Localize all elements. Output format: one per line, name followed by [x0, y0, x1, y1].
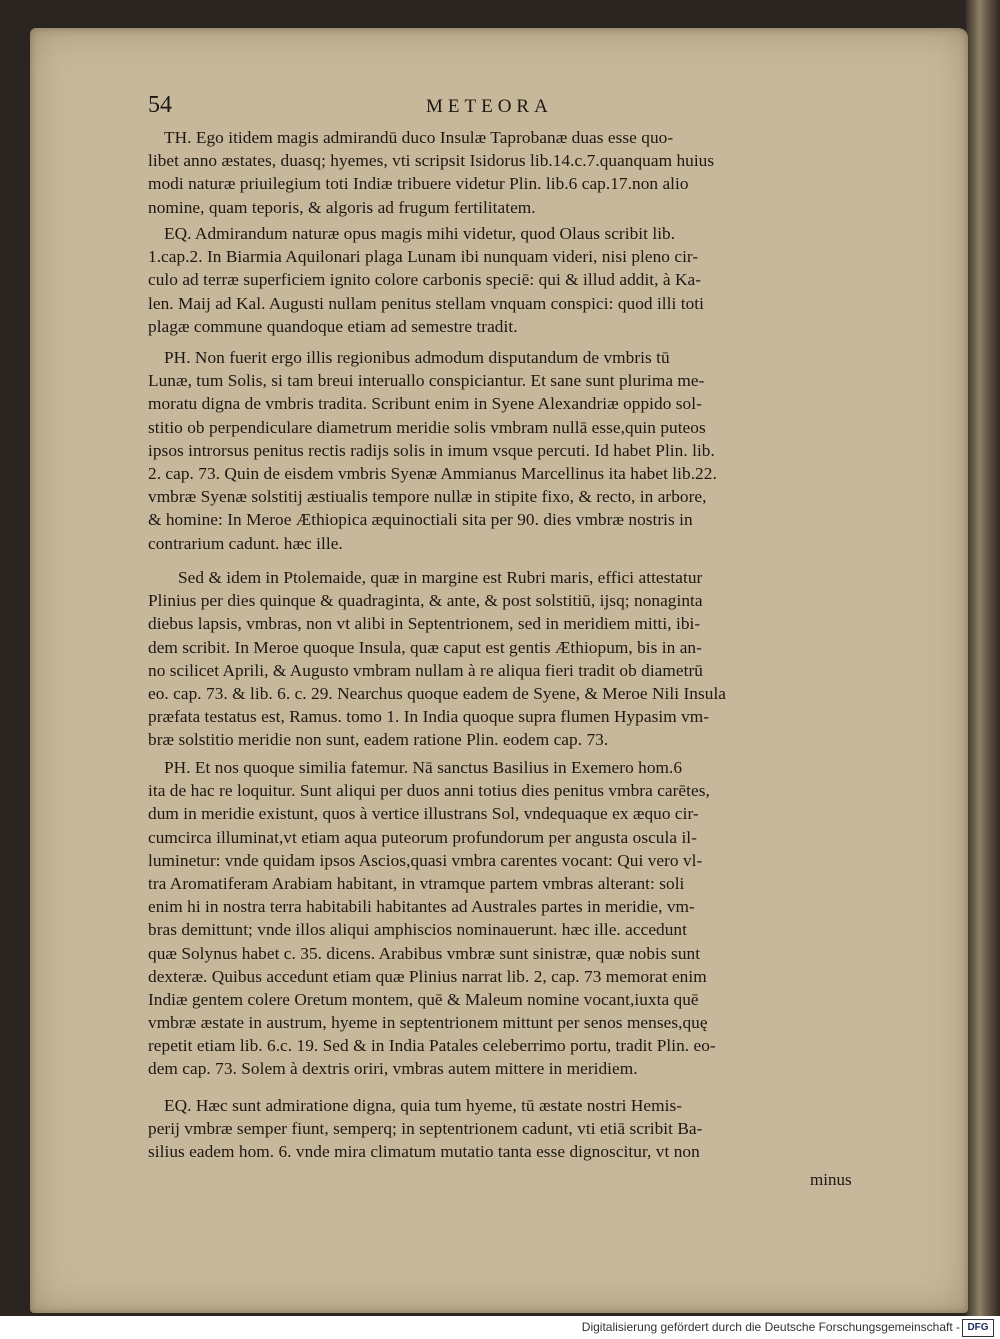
text-line: EQ. Hæc sunt admiratione digna, quia tum hyeme, tū æstate nostri Hemis-	[164, 1096, 683, 1115]
page-header	[148, 92, 888, 122]
paragraph	[148, 568, 878, 754]
text-line: vmbræ Syenæ solstitij æstiualis tempore nullæ in stipite fixo, & recto, in arbore,	[148, 487, 707, 507]
text-line: tra Aromatiferam Arabiam habitant, in vtramque partem vmbras alterant: soli	[148, 873, 685, 893]
paragraph	[148, 128, 878, 221]
text-line: Lunæ, tum Solis, si tam breui interuallo conspiciantur. Et sane sunt plurima me-	[148, 371, 705, 391]
paragraph	[148, 758, 878, 1083]
text-line: Indiæ gentem colere Oretum montem, quē & Maleum nomine vocant,iuxta quē	[148, 989, 699, 1009]
running-head: METEORA	[426, 96, 553, 117]
footer-credit: Digitalisierung gefördert durch die Deutsche Forschungsgemeinschaft -	[581, 1320, 960, 1334]
text-line: libet anno æstates, duasq; hyemes, vti scripsit Isidorus lib.14.c.7.quanquam huius	[148, 151, 715, 171]
text-line: TH. Ego itidem magis admirandū duco Insulæ Taprobanæ duas esse quo-	[164, 128, 674, 147]
text-line: EQ. Admirandum naturæ opus magis mihi videtur, quod Olaus scribit lib.	[164, 224, 676, 243]
catchword: minus	[810, 1170, 852, 1189]
text-line: dum in meridie existunt, quos à vertice illustrans Sol, vndequaque ex æquo cir-	[148, 804, 699, 824]
text-line: Plinius per dies quinque & quadraginta, & ante, & post solstitiū, ijsq; nonaginta	[148, 591, 703, 611]
page-number: 54	[148, 92, 172, 118]
text-line: ita de hac re loquitur. Sunt aliqui per duos anni totius dies penitus vmbra carētes,	[148, 781, 710, 801]
text-line: repetit etiam lib. 6.c. 19. Sed & in India Patales celeberrimo portu, tradit Plin. eo-	[148, 1036, 716, 1056]
text-line: PH. Et nos quoque similia fatemur. Nā sanctus Basilius in Exemero hom.6	[164, 758, 683, 777]
paragraph	[148, 224, 878, 340]
text-line: præfata testatus est, Ramus. tomo 1. In India quoque supra flumen Hypasim vm-	[148, 707, 710, 727]
text-line: enim hi in nostra terra habitabili habitantes ad Australes partes in meridie, vm-	[148, 897, 695, 917]
text-line: quæ Solynus habet c. 35. dicens. Arabibus vmbræ sunt sinistræ, quæ nobis sunt	[148, 943, 701, 963]
text-line: diebus lapsis, vmbras, non vt alibi in Septentrionem, sed in meridiem mitti, ibi-	[148, 614, 701, 634]
text-line: stitio ob perpendiculare diametrum meridie solis vmbram nullā esse,quin puteos	[148, 417, 706, 437]
text-line: dem scribit. In Meroe quoque Insula, quæ caput est gentis Æthiopum, bis in an-	[148, 637, 702, 657]
text-line: Sed & idem in Ptolemaide, quæ in margine est Rubri maris, effici attestatur	[178, 568, 703, 587]
paragraph	[148, 1096, 878, 1166]
text-line: bræ solstitio meridie non sunt, eadem ratione Plin. eodem cap. 73.	[148, 730, 609, 750]
text-line: modi naturæ priuilegium toti Indiæ tribuere videtur Plin. lib.6 cap.17.non alio	[148, 174, 689, 194]
text-line: contrarium cadunt. hæc ille.	[148, 533, 343, 553]
text-line: 1.cap.2. In Biarmia Aquilonari plaga Lunam ibi nunquam videri, nisi pleno cir-	[148, 247, 699, 267]
text-line: no scilicet Aprili, & Augusto vmbram nullam à re aliqua fieri tradit ob diametrū	[148, 660, 703, 680]
text-line: moratu digna de vmbris tradita. Scribunt enim in Syene Alexandriæ oppido sol-	[148, 394, 702, 414]
text-line: len. Maij ad Kal. Augusti nullam penitus stellam vnquam conspici: quod illi toti	[148, 293, 704, 313]
text-line: luminetur: vnde quidam ipsos Ascios,quasi vmbra carentes vocant: Qui vero vl-	[148, 850, 703, 870]
text-line: nomine, quam teporis, & algoris ad frugum fertilitatem.	[148, 197, 536, 217]
text-line: dexteræ. Quibus accedunt etiam quæ Plinius narrat lib. 2, cap. 73 memorat enim	[148, 966, 707, 986]
text-line: bras demittunt; vnde illos aliqui amphiscios nominauerunt. hæc ille. accedunt	[148, 920, 687, 940]
text-line: culo ad terræ superficiem ignito colore carbonis speciē: qui & illud addit, à Ka-	[148, 270, 702, 290]
text-line: plagæ commune quandoque etiam ad semestre tradit.	[148, 316, 518, 336]
text-line: 2. cap. 73. Quin de eisdem vmbris Syenæ Ammianus Marcellinus ita habet lib.22.	[148, 463, 717, 483]
dfg-logo: DFG	[962, 1319, 994, 1337]
text-line: & homine: In Meroe Æthiopica æquinoctiali sita per 90. dies vmbræ nostris in	[148, 510, 693, 530]
text-line: dem cap. 73. Solem à dextris oriri, vmbras autem mittere in meridiem.	[148, 1059, 638, 1079]
text-line: perij vmbræ semper fiunt, semperq; in septentrionem cadunt, vti etiā scribit Ba-	[148, 1119, 703, 1139]
book-edge	[966, 0, 1000, 1316]
text-line: vmbræ æstate in austrum, hyeme in septentrionem mittunt per senos menses,quę	[148, 1013, 708, 1033]
footer-bar	[0, 1316, 1000, 1339]
text-line: PH. Non fuerit ergo illis regionibus admodum disputandum de vmbris tū	[164, 348, 670, 367]
text-line: ipsos introrsus penitus rectis radijs solis in imum vsque percuti. Id habet Plin. lib.	[148, 440, 715, 460]
paragraph	[148, 348, 878, 557]
text-line: cumcirca illuminat,vt etiam aqua puteorum profundorum per angusta oscula il-	[148, 827, 697, 847]
text-line: eo. cap. 73. & lib. 6. c. 29. Nearchus quoque eadem de Syene, & Meroe Nili Insula	[148, 683, 727, 703]
text-line: silius eadem hom. 6. vnde mira climatum mutatio tanta esse dignoscitur, vt non	[148, 1142, 700, 1162]
